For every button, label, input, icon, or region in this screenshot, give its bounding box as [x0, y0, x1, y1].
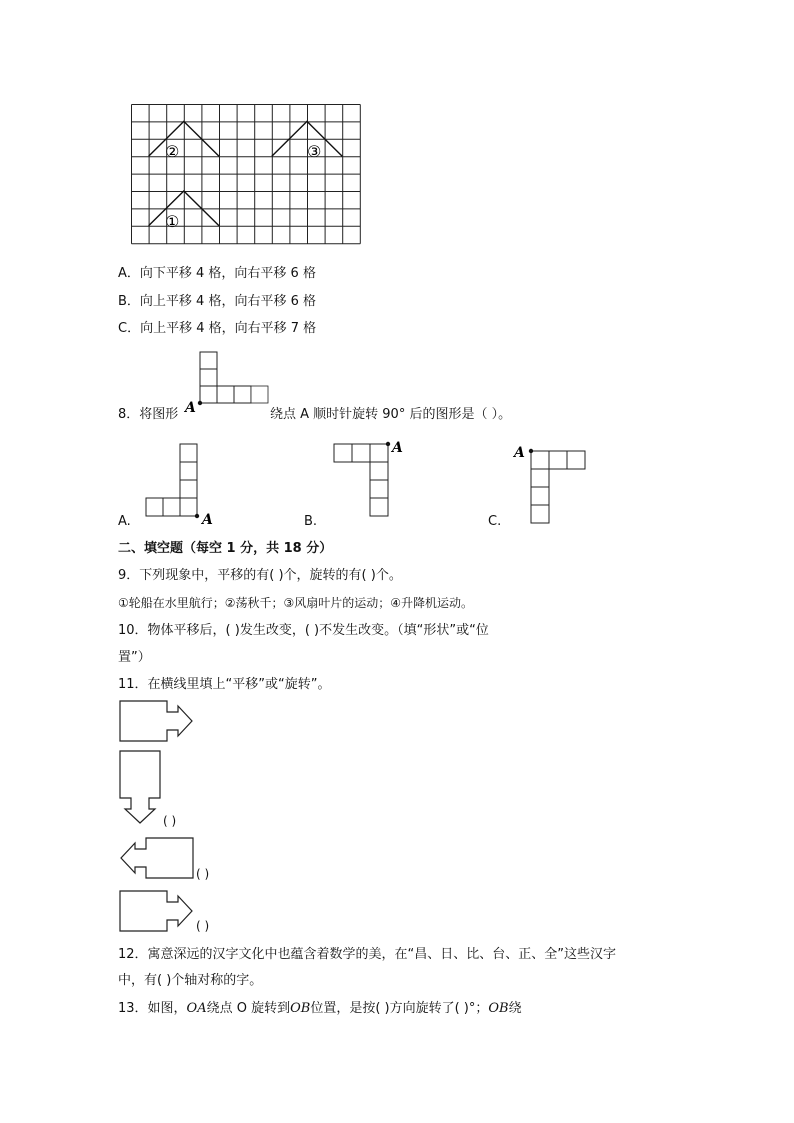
q9-text: 9．下列现象中，平移的有( )个，旋转的有( )个。 [118, 568, 402, 583]
q8-option-a-label: A. [118, 514, 131, 529]
q13-part-2: 绕点 O 旋转到 [206, 1001, 291, 1016]
q8-option-c-label: C. [488, 514, 502, 529]
q10-line2: 置”） [118, 650, 151, 665]
q8-suffix: 绕点 A 顺时针旋转 90° 后的图形是（ ）。 [270, 407, 512, 422]
q11-blank-2: ( ) [196, 867, 210, 881]
q13-part-3: 位置，是按( )方向旋转了( )°； [310, 1001, 489, 1016]
q13-part-1: 13．如图， [118, 1001, 187, 1016]
q11-shape-4 [119, 890, 199, 932]
q11-shape-1 [119, 700, 199, 742]
q11-shape-2 [119, 750, 167, 828]
point-a-label: A [392, 440, 403, 456]
q7-option-a: A．向下平移 4 格，向右平移 6 格 [118, 266, 316, 281]
q8-original-shape [183, 350, 273, 420]
q11-text: 11．在横线里填上“平移”或“旋转”。 [118, 677, 331, 692]
q13-text [118, 1001, 522, 1017]
q7-option-c: C．向上平移 4 格，向右平移 7 格 [118, 321, 317, 336]
shape-label-3: ③ [307, 142, 322, 161]
point-a-label: A [185, 400, 196, 416]
section-2-title: 二、填空题（每空 1 分，共 18 分） [118, 541, 333, 556]
q8-prefix: 8．将图形 [118, 407, 179, 422]
q13-oa: OA [186, 1001, 207, 1016]
q8-option-b-label: B. [304, 514, 318, 529]
q13-ob: OB [290, 1001, 311, 1016]
q10-line1: 10．物体平移后，( )发生改变，( )不发生改变。（填“形状”或“位 [118, 623, 489, 638]
q13-part-4: 绕 [508, 1001, 522, 1016]
q13-ob-2: OB [488, 1001, 509, 1016]
q11-blank-3: ( ) [196, 919, 210, 933]
q7-option-b: B．向上平移 4 格，向右平移 6 格 [118, 294, 316, 309]
point-a-label: A [202, 512, 213, 528]
q9-items: ①轮船在水里航行；②荡秋千；③风扇叶片的运动；④升降机运动。 [118, 596, 474, 610]
q8-option-c-shape [512, 440, 602, 530]
q7-grid-figure [131, 104, 363, 246]
point-a-label: A [514, 445, 525, 461]
q12-line1: 12．寓意深远的汉字文化中也蕴含着数学的美，在“昌、日、比、台、正、全”这些汉字 [118, 947, 617, 962]
q8-option-a-shape [140, 440, 230, 530]
q11-shape-3 [119, 837, 199, 879]
q12-line2: 中，有( )个轴对称的字。 [118, 973, 263, 988]
shape-label-2: ② [165, 142, 180, 161]
q8-option-b-shape [330, 438, 420, 528]
q11-blank-1: ( ) [163, 814, 177, 828]
shape-label-1: ① [165, 212, 180, 231]
